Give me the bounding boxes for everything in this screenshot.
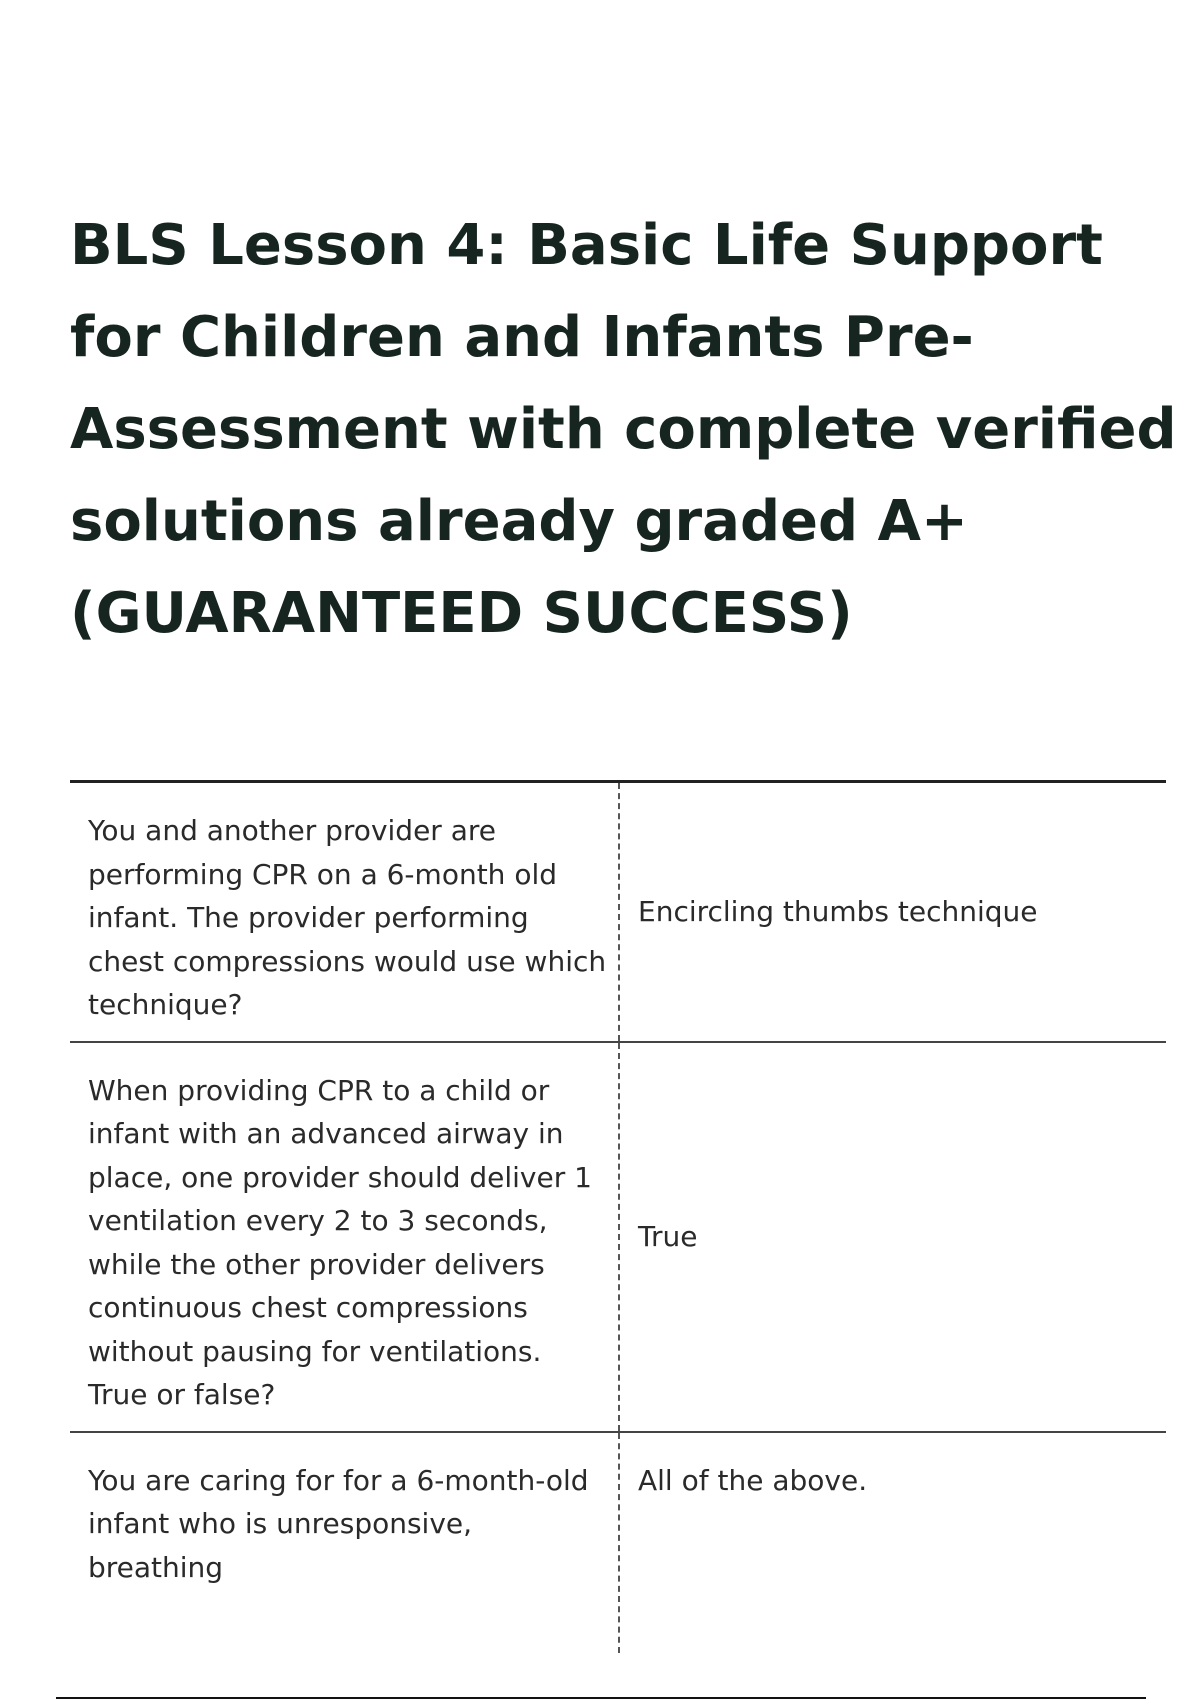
table-row — [70, 1042, 1166, 1432]
page-title: BLS Lesson 4: Basic Life Support for Children and Infants Pre-Assessment with complete verified solutions already graded A+(GUARANTEED SUCCESS) — [70, 213, 1177, 646]
qa-table — [70, 780, 1166, 1653]
question-cell: When providing CPR to a child or infant with an advanced airway in place, one provider should deliver 1 ventilation every 2 to 3 seconds, while the other provider delivers continuous chest compressions without pausing for ventilations. True or false? — [70, 1042, 619, 1432]
question-cell: You are caring for for a 6-month-old infant who is unresponsive, breathing — [70, 1432, 619, 1653]
answer-cell: True — [638, 1219, 698, 1253]
question-cell: You and another provider are performing CPR on a 6-month old infant. The provider performing chest compressions would use which technique? — [70, 782, 619, 1042]
table-row — [70, 1432, 1166, 1653]
answer-cell: All of the above. — [638, 1463, 868, 1497]
answer-cell: Encircling thumbs technique — [638, 895, 1038, 928]
table-row — [70, 782, 1166, 1042]
page-footer-rule — [56, 1697, 1146, 1699]
